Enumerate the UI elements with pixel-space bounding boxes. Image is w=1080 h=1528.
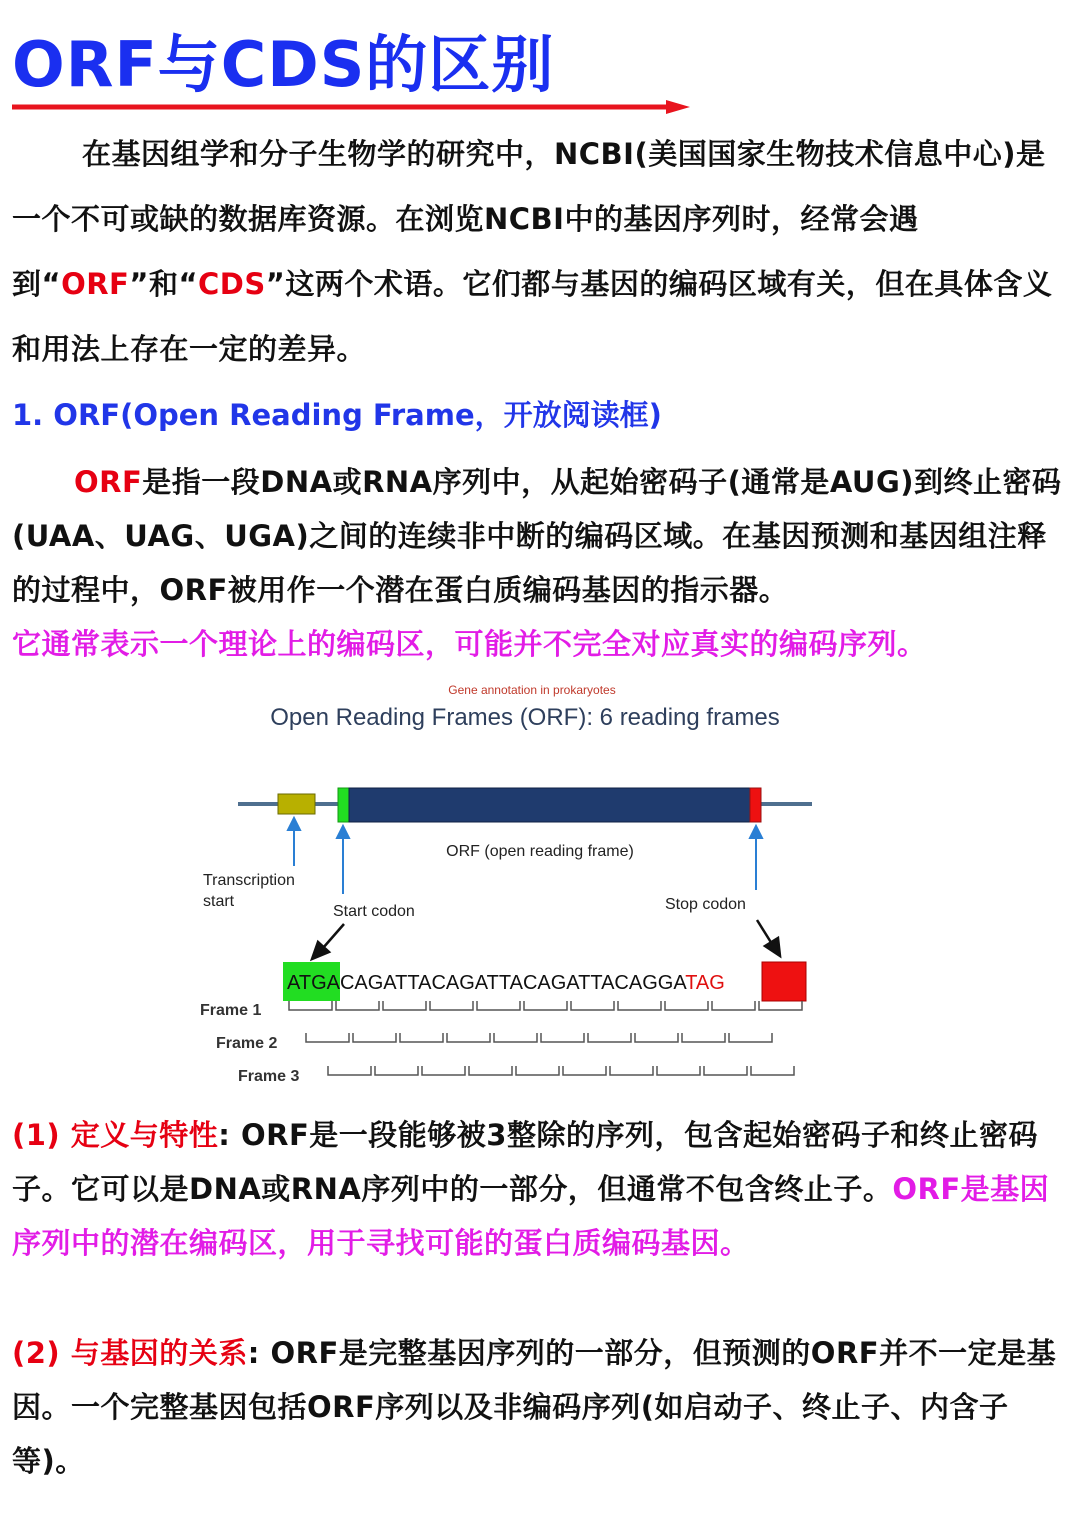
- sequence-text: [287, 972, 725, 994]
- codon-bracket: [657, 1066, 700, 1075]
- codon-bracket: [618, 1001, 661, 1010]
- orf-body: [349, 788, 750, 822]
- frame-2-codon-brackets: [306, 1033, 772, 1042]
- codon-bracket: [383, 1001, 426, 1010]
- intro-term-cds: CDS: [198, 267, 266, 301]
- codon-bracket: [729, 1033, 772, 1042]
- sequence-stop: TAG: [685, 972, 725, 994]
- stop-codon-box: [750, 788, 761, 822]
- section-1-heading: 1. ORF(Open Reading Frame，开放阅读框): [12, 398, 662, 432]
- intro-quote-open-2: “: [178, 267, 199, 301]
- codon-bracket: [541, 1033, 584, 1042]
- codon-bracket: [751, 1066, 794, 1075]
- point-2-label: (2) 与基因的关系: [12, 1336, 248, 1370]
- section-1-highlight: 它通常表示一个理论上的编码区，可能并不完全对应真实的编码序列。: [12, 627, 927, 661]
- start-codon-pointer-arrow: [312, 924, 344, 959]
- transcription-start-arrow: [288, 818, 300, 866]
- codon-bracket: [328, 1066, 371, 1075]
- codon-bracket: [289, 1001, 332, 1010]
- intro-quote-open-1: “: [41, 267, 62, 301]
- point-2-paragraph: [12, 1326, 1068, 1488]
- intro-text-1: 在基因组学和分子生物学的研究中，NCBI(美国国家生物技术信息中心)是一个不可或缺的数据库资源。在浏览NCBI中的基因序列时，经常会遇到: [12, 137, 1046, 301]
- intro-quote-close-1: ”: [129, 267, 149, 301]
- codon-bracket: [682, 1033, 725, 1042]
- intro-quote-close-2: ”: [265, 267, 286, 301]
- codon-bracket: [759, 1001, 802, 1010]
- codon-bracket: [665, 1001, 708, 1010]
- stop-codon-label: Stop codon: [665, 896, 746, 913]
- point-1-paragraph: [12, 1108, 1068, 1270]
- codon-bracket: [400, 1033, 443, 1042]
- intro-and: 和: [148, 267, 179, 301]
- orf-diagram-svg: [190, 676, 850, 1096]
- codon-bracket: [430, 1001, 473, 1010]
- section-1-orf-term: ORF: [74, 465, 143, 499]
- codon-bracket: [571, 1001, 614, 1010]
- start-codon-arrow: [337, 826, 349, 894]
- codon-bracket: [610, 1066, 653, 1075]
- codon-bracket: [469, 1066, 512, 1075]
- section-1-paragraph: [12, 455, 1068, 617]
- codon-bracket: [516, 1066, 559, 1075]
- diagram-subtitle: Gene annotation in prokaryotes: [448, 683, 616, 697]
- codon-bracket: [477, 1001, 520, 1010]
- stop-sequence-highlight: [762, 962, 806, 1001]
- start-codon-box: [338, 788, 349, 822]
- transcription-start-label-2: start: [203, 893, 235, 910]
- codon-bracket: [447, 1033, 490, 1042]
- codon-bracket: [494, 1033, 537, 1042]
- codon-bracket: [375, 1066, 418, 1075]
- start-codon-label: Start codon: [333, 903, 415, 920]
- codon-bracket: [336, 1001, 379, 1010]
- frame-3-codon-brackets: [328, 1066, 794, 1075]
- page-title: ORF与CDS的区别: [12, 28, 555, 101]
- sequence-start: ATGA: [287, 972, 340, 994]
- codon-bracket: [712, 1001, 755, 1010]
- codon-bracket: [588, 1033, 631, 1042]
- orf-diagram: [190, 676, 850, 1096]
- frame-1-codon-brackets: [289, 1001, 802, 1010]
- point-1-label: (1) 定义与特性: [12, 1118, 219, 1152]
- point-1-highlight: ORF是基因序列中的潜在编码区，用于寻找可能的蛋白质编码基因。: [12, 1172, 1050, 1260]
- point-1-body: ORF是一段能够被3整除的序列，包含起始密码子和终止密码子。它可以是DNA或RNA序列中的一部分，但通常不包含终止子。: [12, 1118, 1038, 1206]
- codon-bracket: [306, 1033, 349, 1042]
- point-1-colon: :: [218, 1118, 231, 1152]
- codon-bracket: [353, 1033, 396, 1042]
- intro-term-orf: ORF: [61, 267, 130, 301]
- codon-bracket: [422, 1066, 465, 1075]
- point-2-colon: :: [247, 1336, 260, 1370]
- sequence-middle: CAGATTACAGATTACAGATTACAGGA: [339, 972, 686, 994]
- stop-codon-arrow: [750, 826, 762, 890]
- frame-3-label: Frame 3: [238, 1068, 300, 1085]
- transcription-start-label-1: Transcription: [203, 872, 295, 889]
- stop-codon-pointer-arrow: [757, 920, 780, 956]
- intro-paragraph: [12, 122, 1068, 382]
- section-1-body: 是指一段DNA或RNA序列中，从起始密码子(通常是AUG)到终止密码(UAA、UAG、UGA)之间的连续非中断的编码区域。在基因预测和基因组注释的过程中，ORF被用作一个潜在蛋白质编码基因的指示器。: [12, 465, 1062, 607]
- codon-bracket: [704, 1066, 747, 1075]
- frame-2-label: Frame 2: [216, 1035, 278, 1052]
- codon-bracket: [524, 1001, 567, 1010]
- codon-bracket: [635, 1033, 678, 1042]
- intro-text-2: 这两个术语。它们都与基因的编码区域有关，但在具体含义和用法上存在一定的差异。: [12, 267, 1053, 366]
- codon-bracket: [563, 1066, 606, 1075]
- frame-1-label: Frame 1: [200, 1002, 262, 1019]
- title-underline-arrow: [12, 96, 692, 118]
- orf-label: ORF (open reading frame): [446, 843, 634, 860]
- transcription-start-box: [278, 794, 315, 814]
- point-2-body: ORF是完整基因序列的一部分，但预测的ORF并不一定是基因。一个完整基因包括ORF序列以及非编码序列(如启动子、终止子、内含子等)。: [12, 1336, 1057, 1478]
- diagram-title: Open Reading Frames (ORF): 6 reading frames: [270, 704, 780, 731]
